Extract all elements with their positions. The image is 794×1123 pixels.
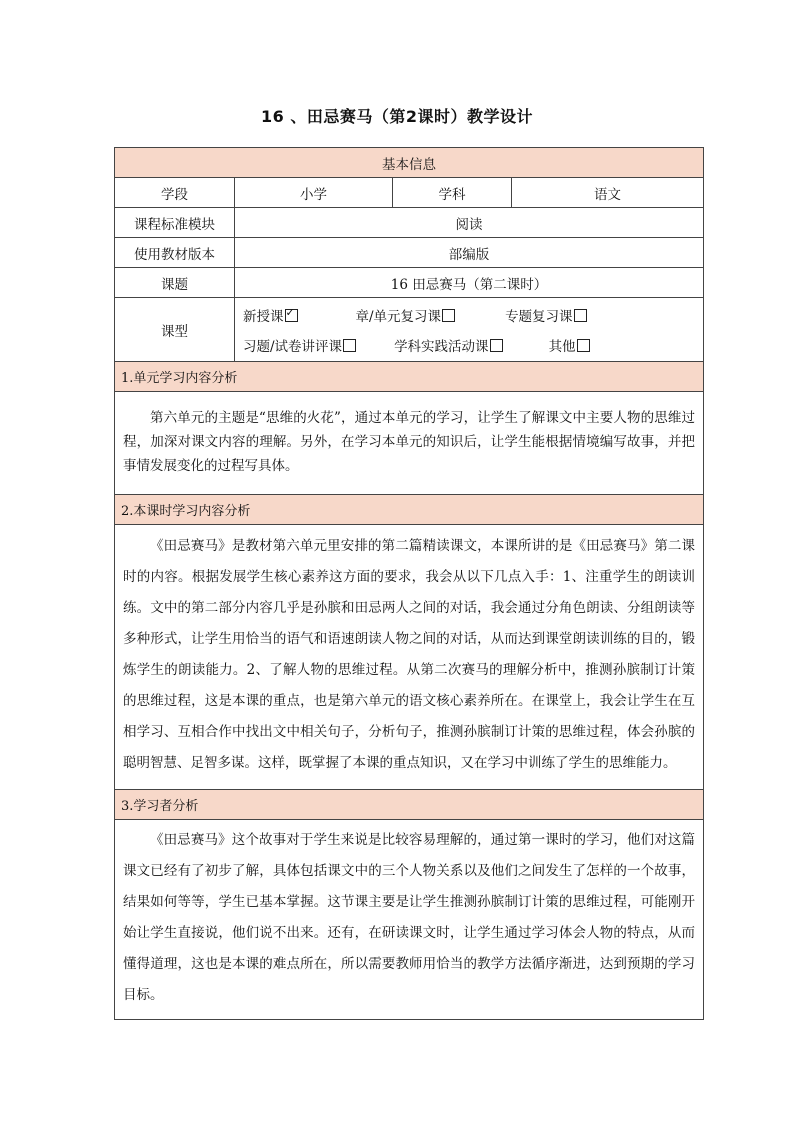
section-3-body: 《田忌赛马》这个故事对于学生来说是比较容易理解的，通过第一课时的学习，他们对这篇课文已经有了初步了解，具体包括课文中的三个人物关系以及他们之间发生了怎样的一个故事，结果如何等等，学生已基本掌握。这节课主要是让学生推测孙膑制订计策的思维过程，可能刚开始让学生直接说，他们说不出来。还有，在研读课文时，让学生通过学习体会人物的特点，从而懂得道理，这也是本课的难点所在，所以需要教师用恰当的教学方法循序渐进，达到预期的学习目标。 (115, 820, 704, 1020)
section-2-body: 《田忌赛马》是教材第六单元里安排的第二篇精读课文，本课所讲的是《田忌赛马》第二课时的内容。根据发展学生核心素养这方面的要求，我会从以下几点入手：1、注重学生的朗读训练。文中的第二部分内容几乎是孙膑和田忌两人之间的对话，我会通过分角色朗读、分组朗读等多种形式，让学生用恰当的语气和语速朗读人物之间的对话，从而达到课堂朗读训练的目的，锻炼学生的朗读能力。2、了解人物的思维过程。从第二次赛马的理解分析中，推测孙膑制订计策的思维过程，这是本课的重点，也是第六单元的语文核心素养所在。在课堂上，我会让学生在互相学习、互相合作中找出文中相关句子，分析句子，推测孙膑制订计策的思维过程，体会孙膑的聪明智慧、足智多谋。这样，既掌握了本课的重点知识，又在学习中训练了学生的思维能力。 (115, 525, 704, 790)
topic-label: 课题 (115, 268, 235, 298)
module-label: 课程标准模块 (115, 208, 235, 238)
topic-value: 16 田忌赛马（第二课时） (235, 268, 704, 298)
stage-label: 学段 (115, 178, 235, 208)
section-3-heading: 3.学习者分析 (115, 790, 704, 820)
checkbox-topic-review[interactable] (574, 309, 587, 322)
type-option-other[interactable]: 其他 (549, 335, 590, 355)
stage-value: 小学 (235, 178, 393, 208)
checkbox-practice[interactable] (490, 339, 503, 352)
subject-label: 学科 (393, 178, 512, 208)
checkbox-other[interactable] (577, 339, 590, 352)
checkbox-unit-review[interactable] (442, 309, 455, 322)
lesson-plan-table (114, 147, 704, 1020)
basic-info-header: 基本信息 (115, 148, 704, 178)
edition-label: 使用教材版本 (115, 238, 235, 268)
type-label: 课型 (115, 298, 235, 362)
module-value: 阅读 (235, 208, 704, 238)
section-1-heading: 1.单元学习内容分析 (115, 362, 704, 392)
lesson-type-options (235, 298, 704, 362)
subject-value: 语文 (512, 178, 704, 208)
checkbox-new[interactable] (285, 309, 298, 322)
checkbox-exercise[interactable] (343, 339, 356, 352)
type-option-new[interactable]: 新授课✓ (243, 305, 298, 325)
document-title: 16 、田忌赛马（第2课时）教学设计 (261, 107, 533, 126)
type-option-exercise[interactable]: 习题/试卷讲评课 (243, 335, 356, 355)
section-1-body: 第六单元的主题是“思维的火花”，通过本单元的学习，让学生了解课文中主要人物的思维过程，加深对课文内容的理解。另外，在学习本单元的知识后，让学生能根据情境编写故事，并把事情发展变化的过程写具体。 (115, 392, 704, 495)
section-2-heading: 2.本课时学习内容分析 (115, 495, 704, 525)
type-option-unit-review[interactable]: 章/单元复习课 (356, 305, 456, 325)
type-option-topic-review[interactable]: 专题复习课 (505, 305, 587, 325)
edition-value: 部编版 (235, 238, 704, 268)
type-option-practice[interactable]: 学科实践活动课 (394, 335, 503, 355)
